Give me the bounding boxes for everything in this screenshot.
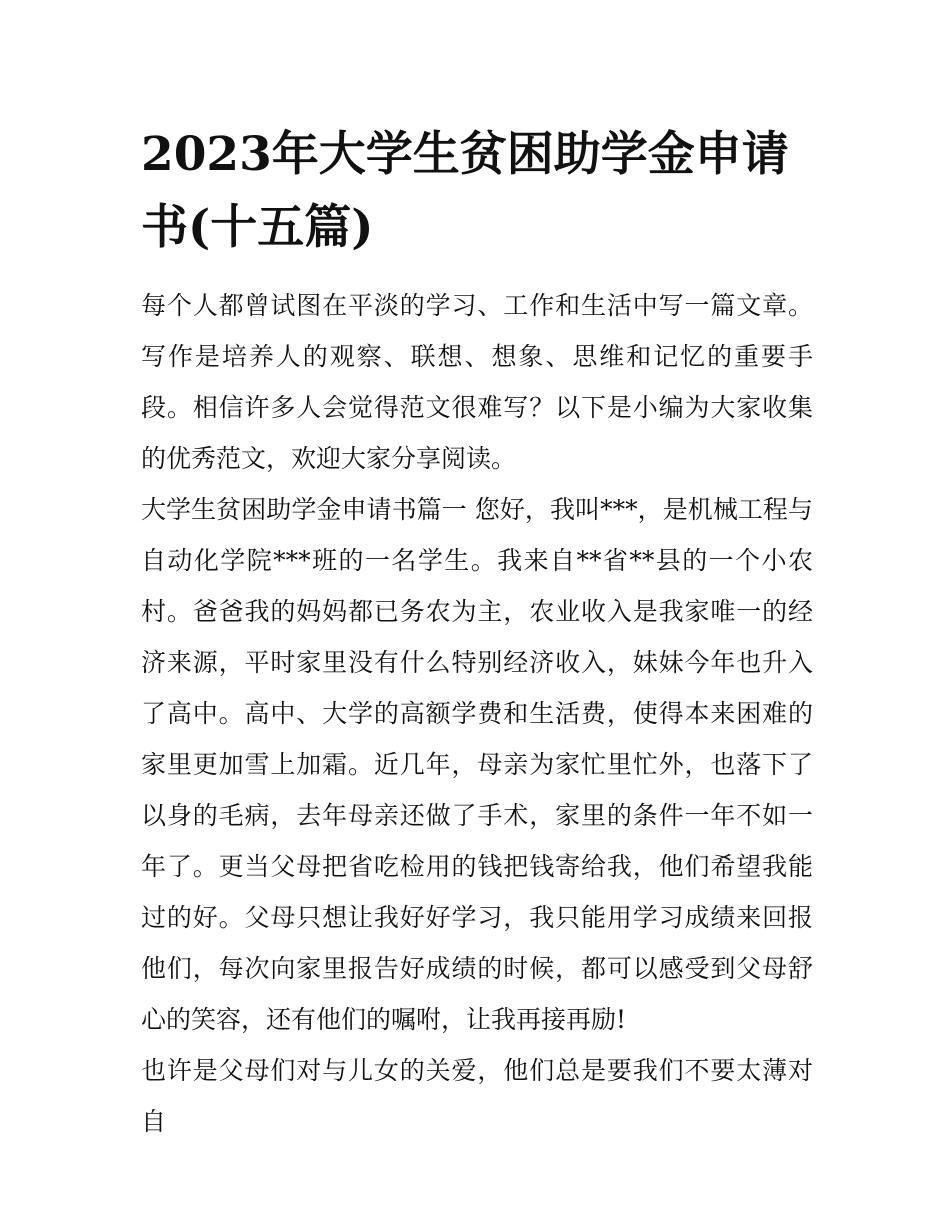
document-title: 2023年大学生贫困助学金申请书(十五篇) <box>141 127 789 255</box>
document-body <box>141 118 813 1147</box>
intro-paragraph: 每个人都曾试图在平淡的学习、工作和生活中写一篇文章。写作是培养人的观察、联想、想象、思维和记忆的重要手段。相信许多人会觉得范文很难写？以下是小编为大家收集的优秀范文，欢迎大家分享阅读。 <box>141 291 813 473</box>
body-paragraph: 也许是父母们对与儿女的关爱，他们总是要我们不要太薄对自 <box>141 1056 813 1136</box>
body-paragraph: 大学生贫困助学金申请书篇一 您好，我叫***，是机械工程与自动化学院***班的一名学生。我来自**省**县的一个小农村。爸爸我的妈妈都已务农为主，农业收入是我家唯一的经济来源，平时家里没有什么特别经济收入，妹妹今年也升入了高中。高中、大学的高额学费和生活费，使得本来困难的家里更加雪上加霜。近几年，母亲为家忙里忙外，也落下了以身的毛病，去年母亲还做了手术，家里的条件一年不如一年了。更当父母把省吃检用的钱把钱寄给我，他们希望我能过的好。父母只想让我好好学习，我只能用学习成绩来回报他们，每次向家里报告好成绩的时候，都可以感受到父母舒心的笑容，还有他们的嘱咐，让我再接再励! <box>141 495 813 1034</box>
